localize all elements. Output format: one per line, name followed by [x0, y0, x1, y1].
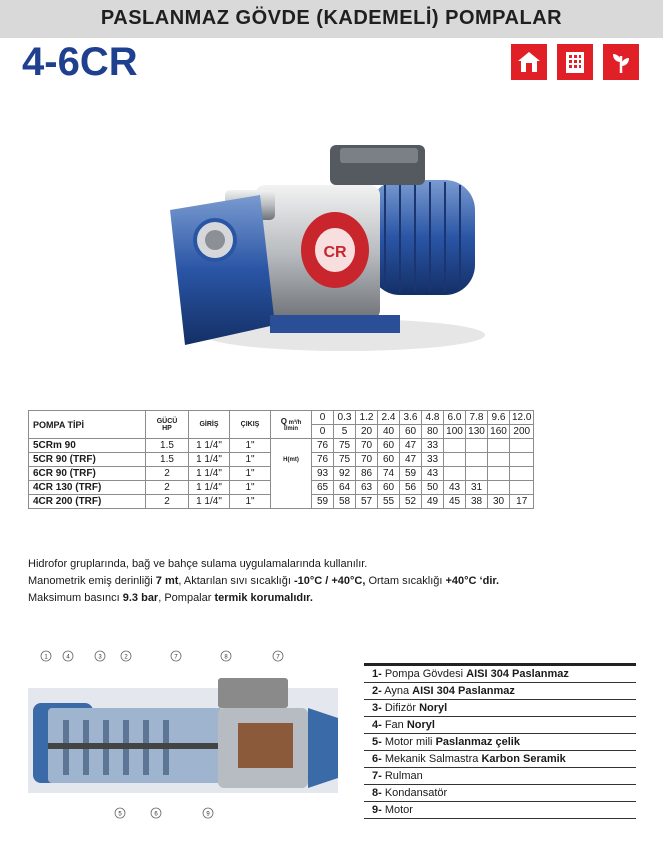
- h-label-cell: [271, 495, 312, 509]
- h-label-cell: [271, 439, 312, 453]
- parts-list: [364, 663, 636, 819]
- diagram-callout: [41, 651, 51, 661]
- diagram-callout-label: 5: [118, 811, 122, 818]
- desc-bold: 9.3 bar: [122, 592, 159, 604]
- h-label-cell: [271, 467, 312, 481]
- part-material: Paslanmaz çelik: [435, 736, 520, 748]
- head-value-cell: 59: [400, 467, 422, 481]
- power-cell: 2: [146, 481, 189, 495]
- description-line-1: Hidrofor gruplarında, bağ ve bahçe sulama uygulamalarında kullanılır.: [28, 558, 368, 570]
- head-value-cell: 49: [422, 495, 444, 509]
- performance-rows: [29, 439, 534, 509]
- head-value-cell: 65: [312, 481, 334, 495]
- description-line-3: [28, 590, 499, 607]
- plant-icon: [603, 44, 639, 80]
- part-item: [364, 802, 636, 819]
- head-value-cell: [510, 453, 534, 467]
- cutaway-diagram: [28, 648, 348, 828]
- head-value-cell: [466, 439, 488, 453]
- q-m3h-value: 3.6: [400, 411, 422, 425]
- q-m3h-value: 7.8: [466, 411, 488, 425]
- head-value-cell: 58: [334, 495, 356, 509]
- head-value-cell: 43: [444, 481, 466, 495]
- diagram-callout: [95, 651, 105, 661]
- diagram-callout-label: 7: [174, 654, 178, 661]
- power-cell: 1.5: [146, 439, 189, 453]
- outlet-cell: 1": [230, 453, 271, 467]
- desc-text: , Aktarılan sıvı sıcaklığı: [178, 575, 294, 587]
- outlet-cell: 1": [230, 467, 271, 481]
- head-value-cell: 59: [312, 495, 334, 509]
- q-m3h-label: m³/h: [288, 420, 302, 426]
- diagram-callout: [151, 808, 161, 818]
- head-value-cell: [510, 467, 534, 481]
- pump-photo: [170, 120, 490, 370]
- desc-text: Ortam sıcaklığı: [365, 575, 446, 587]
- head-value-cell: 30: [488, 495, 510, 509]
- head-value-cell: 93: [312, 467, 334, 481]
- head-value-cell: 76: [312, 439, 334, 453]
- head-value-cell: 55: [378, 495, 400, 509]
- head-value-cell: [444, 439, 466, 453]
- diagram-callout: [221, 651, 231, 661]
- part-text: Motor: [381, 804, 413, 816]
- inlet-cell: 1 1/4": [189, 481, 230, 495]
- table-row: [29, 467, 534, 481]
- part-number: 8-: [372, 787, 382, 799]
- q-m3h-value: 9.6: [488, 411, 510, 425]
- part-number: 3-: [372, 702, 382, 714]
- power-cell: 1.5: [146, 453, 189, 467]
- description-line-2: [28, 573, 499, 590]
- diagram-callout: [63, 651, 73, 661]
- q-lmin-label: l/min: [283, 426, 298, 432]
- part-item: [364, 768, 636, 785]
- inlet-cell: 1 1/4": [189, 467, 230, 481]
- table-row: [29, 453, 534, 467]
- desc-bold: 7 mt: [155, 575, 179, 587]
- q-m3h-value: 6.0: [444, 411, 466, 425]
- head-value-cell: 43: [422, 467, 444, 481]
- desc-bold: termik korumalıdır.: [214, 592, 313, 604]
- col-power-header: [146, 411, 189, 439]
- q-lmin-value: 130: [466, 425, 488, 439]
- house-icon: [511, 44, 547, 80]
- diagram-callout: [203, 808, 213, 818]
- part-number: 5-: [372, 736, 382, 748]
- q-lmin-value: 160: [488, 425, 510, 439]
- q-letter: Q: [280, 417, 287, 426]
- part-item: [364, 785, 636, 802]
- q-m3h-value: 0: [312, 411, 334, 425]
- part-material: Noryl: [406, 719, 435, 731]
- part-text: Kondansatör: [381, 787, 448, 799]
- head-value-cell: 52: [400, 495, 422, 509]
- part-text: Mekanik Salmastra: [381, 753, 482, 765]
- diagram-callout-label: 3: [98, 654, 102, 661]
- col-outlet-header: ÇIKIŞ: [230, 411, 271, 439]
- q-lmin-value: 5: [334, 425, 356, 439]
- part-text: Fan: [381, 719, 407, 731]
- part-text: Pompa Gövdesi: [381, 668, 467, 680]
- table-row: [29, 439, 534, 453]
- table-row: [29, 481, 534, 495]
- svg-text:CR: CR: [323, 244, 347, 261]
- head-value-cell: 70: [356, 453, 378, 467]
- power-cell: 2: [146, 495, 189, 509]
- part-material: AISI 304 Paslanmaz: [466, 668, 569, 680]
- usage-icons: [511, 44, 639, 80]
- pump-type-cell: 5CR 90 (TRF): [29, 453, 146, 467]
- part-text: Rulman: [381, 770, 423, 782]
- head-value-cell: 75: [334, 439, 356, 453]
- part-item: [364, 717, 636, 734]
- h-label-cell: [271, 481, 312, 495]
- pump-type-cell: 4CR 200 (TRF): [29, 495, 146, 509]
- part-item: [364, 751, 636, 768]
- head-value-cell: 60: [378, 453, 400, 467]
- outlet-cell: 1": [230, 481, 271, 495]
- head-value-cell: 57: [356, 495, 378, 509]
- head-value-cell: [510, 481, 534, 495]
- q-lmin-value: 20: [356, 425, 378, 439]
- part-text: Motor mili: [381, 736, 436, 748]
- part-material: AISI 304 Paslanmaz: [412, 685, 515, 697]
- q-m3h-value: 1.2: [356, 411, 378, 425]
- col-type-header: POMPA TİPİ: [29, 411, 146, 439]
- diagram-callout-label: 4: [66, 654, 70, 661]
- inlet-cell: 1 1/4": [189, 453, 230, 467]
- diagram-callout-label: 2: [124, 654, 128, 661]
- outlet-cell: 1": [230, 495, 271, 509]
- diagram-callout: [171, 651, 181, 661]
- head-value-cell: 33: [422, 439, 444, 453]
- diagram-callout: [273, 651, 283, 661]
- head-value-cell: [488, 453, 510, 467]
- part-number: 9-: [372, 804, 382, 816]
- head-value-cell: 56: [400, 481, 422, 495]
- part-item: [364, 734, 636, 751]
- part-text: Ayna: [381, 685, 413, 697]
- q-unit-header: [271, 411, 312, 439]
- head-value-cell: 45: [444, 495, 466, 509]
- head-value-cell: 38: [466, 495, 488, 509]
- h-label-cell: H(mt): [271, 453, 312, 467]
- building-icon: [557, 44, 593, 80]
- power-header-label: GÜCÜ: [156, 417, 178, 425]
- col-inlet-header: GİRİŞ: [189, 411, 230, 439]
- part-number: 7-: [372, 770, 382, 782]
- table-row: [29, 495, 534, 509]
- page-title: PASLANMAZ GÖVDE (KADEMELİ) POMPALAR: [100, 7, 563, 29]
- q-lmin-value: 200: [510, 425, 534, 439]
- part-number: 2-: [372, 685, 382, 697]
- q-lmin-value: 100: [444, 425, 466, 439]
- head-value-cell: 63: [356, 481, 378, 495]
- head-value-cell: 50: [422, 481, 444, 495]
- diagram-callout-label: 8: [224, 654, 228, 661]
- diagram-callout-label: 7: [276, 654, 280, 661]
- outlet-cell: 1": [230, 439, 271, 453]
- part-number: 1-: [372, 668, 382, 680]
- head-value-cell: 33: [422, 453, 444, 467]
- pump-type-cell: 6CR 90 (TRF): [29, 467, 146, 481]
- model-title: 4-6CR: [22, 40, 138, 84]
- head-value-cell: 31: [466, 481, 488, 495]
- head-value-cell: [488, 481, 510, 495]
- diagram-callout: [121, 651, 131, 661]
- desc-bold: -10°C / +40°C,: [293, 575, 366, 587]
- part-item: [364, 700, 636, 717]
- head-value-cell: 70: [356, 439, 378, 453]
- head-value-cell: 86: [356, 467, 378, 481]
- head-value-cell: [466, 467, 488, 481]
- power-cell: 2: [146, 467, 189, 481]
- part-item: [364, 663, 636, 683]
- q-lmin-value: 40: [378, 425, 400, 439]
- part-number: 6-: [372, 753, 382, 765]
- diagram-callout-label: 9: [206, 811, 210, 818]
- head-value-cell: 17: [510, 495, 534, 509]
- head-value-cell: 60: [378, 439, 400, 453]
- q-m3h-value: 12.0: [510, 411, 534, 425]
- pump-type-cell: 4CR 130 (TRF): [29, 481, 146, 495]
- head-value-cell: [510, 439, 534, 453]
- head-value-cell: 47: [400, 439, 422, 453]
- head-value-cell: 60: [378, 481, 400, 495]
- q-lmin-value: 80: [422, 425, 444, 439]
- power-header-unit: HP: [162, 424, 172, 432]
- head-value-cell: 47: [400, 453, 422, 467]
- part-material: Karbon Seramik: [481, 753, 566, 765]
- head-value-cell: 76: [312, 453, 334, 467]
- head-value-cell: [488, 467, 510, 481]
- head-value-cell: 92: [334, 467, 356, 481]
- inlet-cell: 1 1/4": [189, 439, 230, 453]
- desc-bold: +40°C ‘dir.: [445, 575, 500, 587]
- desc-text: , Pompalar: [158, 592, 215, 604]
- q-m3h-value: 0.3: [334, 411, 356, 425]
- diagram-callout-label: 1: [44, 654, 48, 661]
- head-value-cell: 74: [378, 467, 400, 481]
- head-value-cell: [466, 453, 488, 467]
- desc-text: Manometrik emiş derinliği: [28, 575, 156, 587]
- part-item: [364, 683, 636, 700]
- q-lmin-value: 0: [312, 425, 334, 439]
- head-value-cell: [444, 453, 466, 467]
- pump-type-cell: 5CRm 90: [29, 439, 146, 453]
- head-value-cell: [488, 439, 510, 453]
- description: [28, 556, 499, 607]
- diagram-callout-label: 6: [154, 811, 158, 818]
- part-number: 4-: [372, 719, 382, 731]
- head-value-cell: [444, 467, 466, 481]
- desc-text: Maksimum basıncı: [28, 592, 123, 604]
- q-m3h-value: 2.4: [378, 411, 400, 425]
- performance-table: [28, 410, 534, 509]
- head-value-cell: 64: [334, 481, 356, 495]
- inlet-cell: 1 1/4": [189, 495, 230, 509]
- part-text: Difizör: [381, 702, 420, 714]
- diagram-callout: [115, 808, 125, 818]
- head-value-cell: 75: [334, 453, 356, 467]
- q-m3h-value: 4.8: [422, 411, 444, 425]
- part-material: Noryl: [419, 702, 448, 714]
- q-lmin-value: 60: [400, 425, 422, 439]
